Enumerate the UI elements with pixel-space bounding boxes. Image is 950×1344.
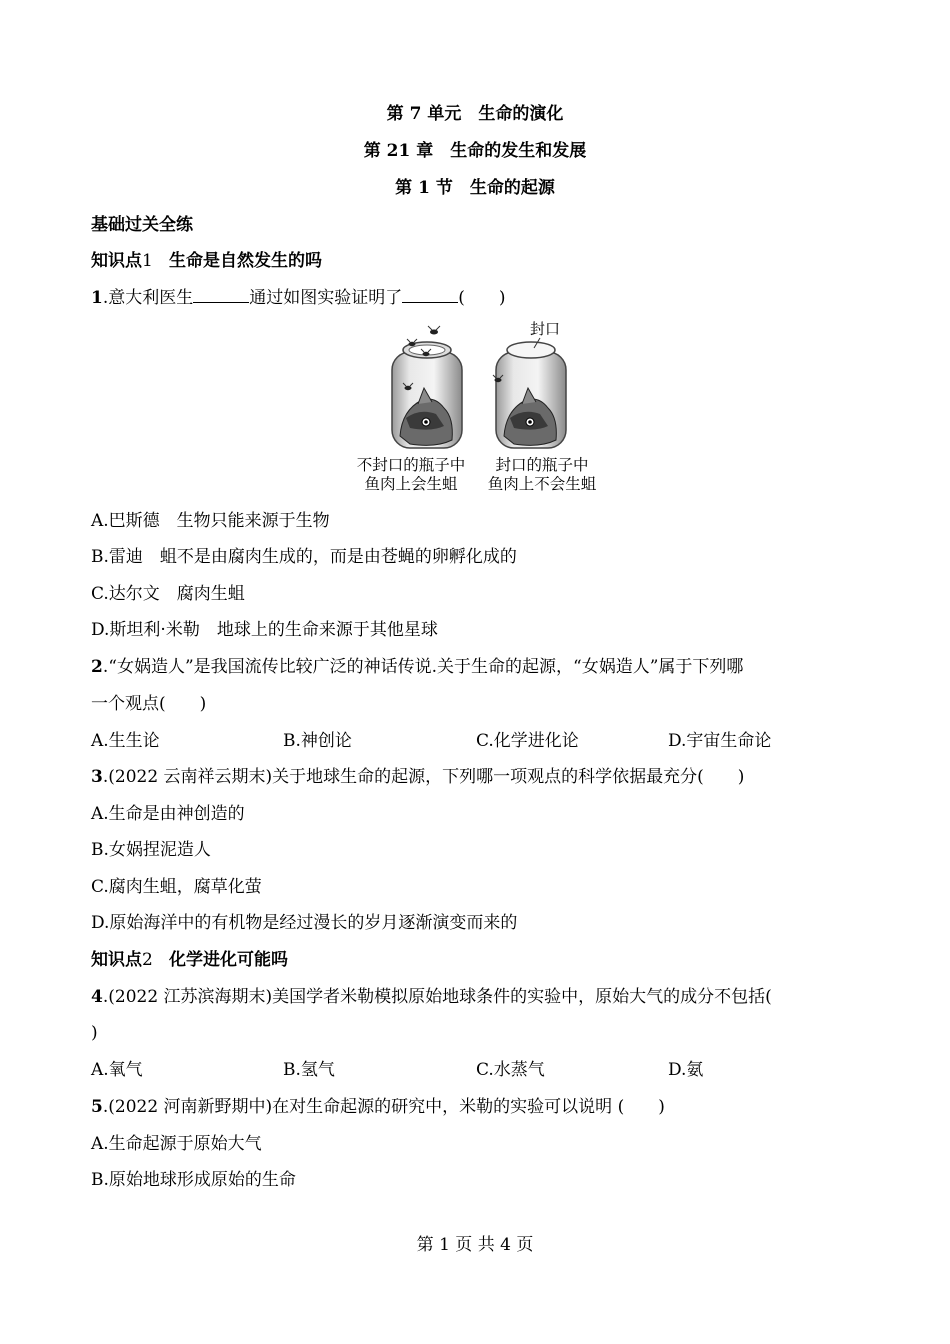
stem-part: 通过如图实验证明了: [249, 288, 403, 308]
kp-number: 2: [142, 950, 153, 970]
q4-option-c: C.水蒸气: [476, 1060, 545, 1080]
kp-label: 知识点: [91, 251, 142, 271]
caption-line: 鱼肉上会生蛆: [364, 475, 458, 493]
caption-line: 鱼肉上不会生蛆: [487, 475, 597, 493]
q4-option-d: D.氨: [668, 1060, 704, 1080]
unit-title: 第 7 单元 生命的演化: [386, 104, 564, 124]
page-footer: 第 1 页 共 4 页: [416, 1235, 534, 1255]
question-2-stem-continued: 一个观点( ): [91, 694, 207, 714]
q1-option-c: C.达尔文 腐肉生蛆: [91, 584, 245, 604]
chapter-title: 第 21 章 生命的发生和发展: [363, 141, 587, 161]
q3-option-d: D.原始海洋中的有机物是经过漫长的岁月逐渐演变而来的: [91, 913, 518, 933]
q3-option-a: A.生命是由神创造的: [91, 804, 245, 824]
answer-blank: [402, 285, 458, 303]
answer-paren: ( ): [458, 288, 506, 308]
q1-option-d: D.斯坦利·米勒 地球上的生命来源于其他星球: [91, 620, 438, 640]
kp-title: 生命是自然发生的吗: [169, 251, 323, 271]
q3-option-c: C.腐肉生蛆，腐草化萤: [91, 877, 262, 897]
knowledge-point-2: [91, 948, 288, 972]
q5-option-a: A.生命起源于原始大气: [91, 1134, 262, 1154]
q1-option-a: A.巴斯德 生物只能来源于生物: [91, 511, 330, 531]
question-number: 1: [91, 288, 103, 308]
q5-option-b: B.原始地球形成原始的生命: [91, 1170, 296, 1190]
stem-part: .(2022 云南祥云期末)关于地球生命的起源，下列哪一项观点的科学依据最充分( ): [102, 767, 745, 787]
sealed-jar-caption: [478, 456, 606, 494]
question-5-stem: [91, 1095, 665, 1119]
open-jar-caption: [346, 456, 476, 494]
knowledge-point-1: [91, 249, 322, 273]
q4-option-b: B.氢气: [283, 1060, 335, 1080]
stem-part: .(2022 江苏滨海期末)美国学者米勒模拟原始地球条件的实验中，原始大气的成分不包括(: [102, 987, 772, 1007]
stem-part: .(2022 河南新野期中)在对生命起源的研究中，米勒的实验可以说明 ( ): [102, 1097, 665, 1117]
kp-label: 知识点: [91, 950, 142, 970]
question-number: 5: [91, 1097, 103, 1117]
question-number: 4: [91, 987, 103, 1007]
q3-option-b: B.女娲捏泥造人: [91, 840, 211, 860]
kp-number: 1: [142, 251, 153, 271]
question-1-stem: [91, 285, 506, 310]
jar-illustration: [340, 318, 620, 458]
question-4-stem-continued: ): [91, 1023, 98, 1043]
practice-title: 基础过关全练: [91, 215, 193, 235]
question-4-stem: [91, 985, 772, 1009]
q1-option-b: B.雷迪 蛆不是由腐肉生成的，而是由苍蝇的卵孵化成的: [91, 547, 517, 567]
stem-part: .意大利医生: [102, 288, 194, 308]
fly-icon: [428, 326, 440, 335]
q2-option-c: C.化学进化论: [476, 731, 579, 751]
caption-line: 封口的瓶子中: [495, 456, 589, 474]
section-title: 第 1 节 生命的起源: [395, 178, 555, 198]
q2-option-b: B.神创论: [283, 731, 352, 751]
seal-label: 封口: [530, 320, 561, 338]
q2-option-a: A.生生论: [91, 731, 160, 751]
question-3-stem: [91, 765, 744, 789]
sealed-jar: [496, 338, 566, 448]
question-number: 3: [91, 767, 103, 787]
kp-title: 化学进化可能吗: [169, 950, 289, 970]
question-2-stem: [91, 655, 743, 679]
answer-blank: [193, 285, 249, 303]
open-jar: [392, 342, 462, 448]
caption-line: 不封口的瓶子中: [356, 456, 466, 474]
q4-option-a: A.氧气: [91, 1060, 143, 1080]
stem-part: .“女娲造人”是我国流传比较广泛的神话传说.关于生命的起源，“女娲造人”属于下列哪: [102, 657, 744, 677]
jar-experiment-figure: [340, 318, 620, 498]
question-number: 2: [91, 657, 103, 677]
q2-option-d: D.宇宙生命论: [668, 731, 772, 751]
